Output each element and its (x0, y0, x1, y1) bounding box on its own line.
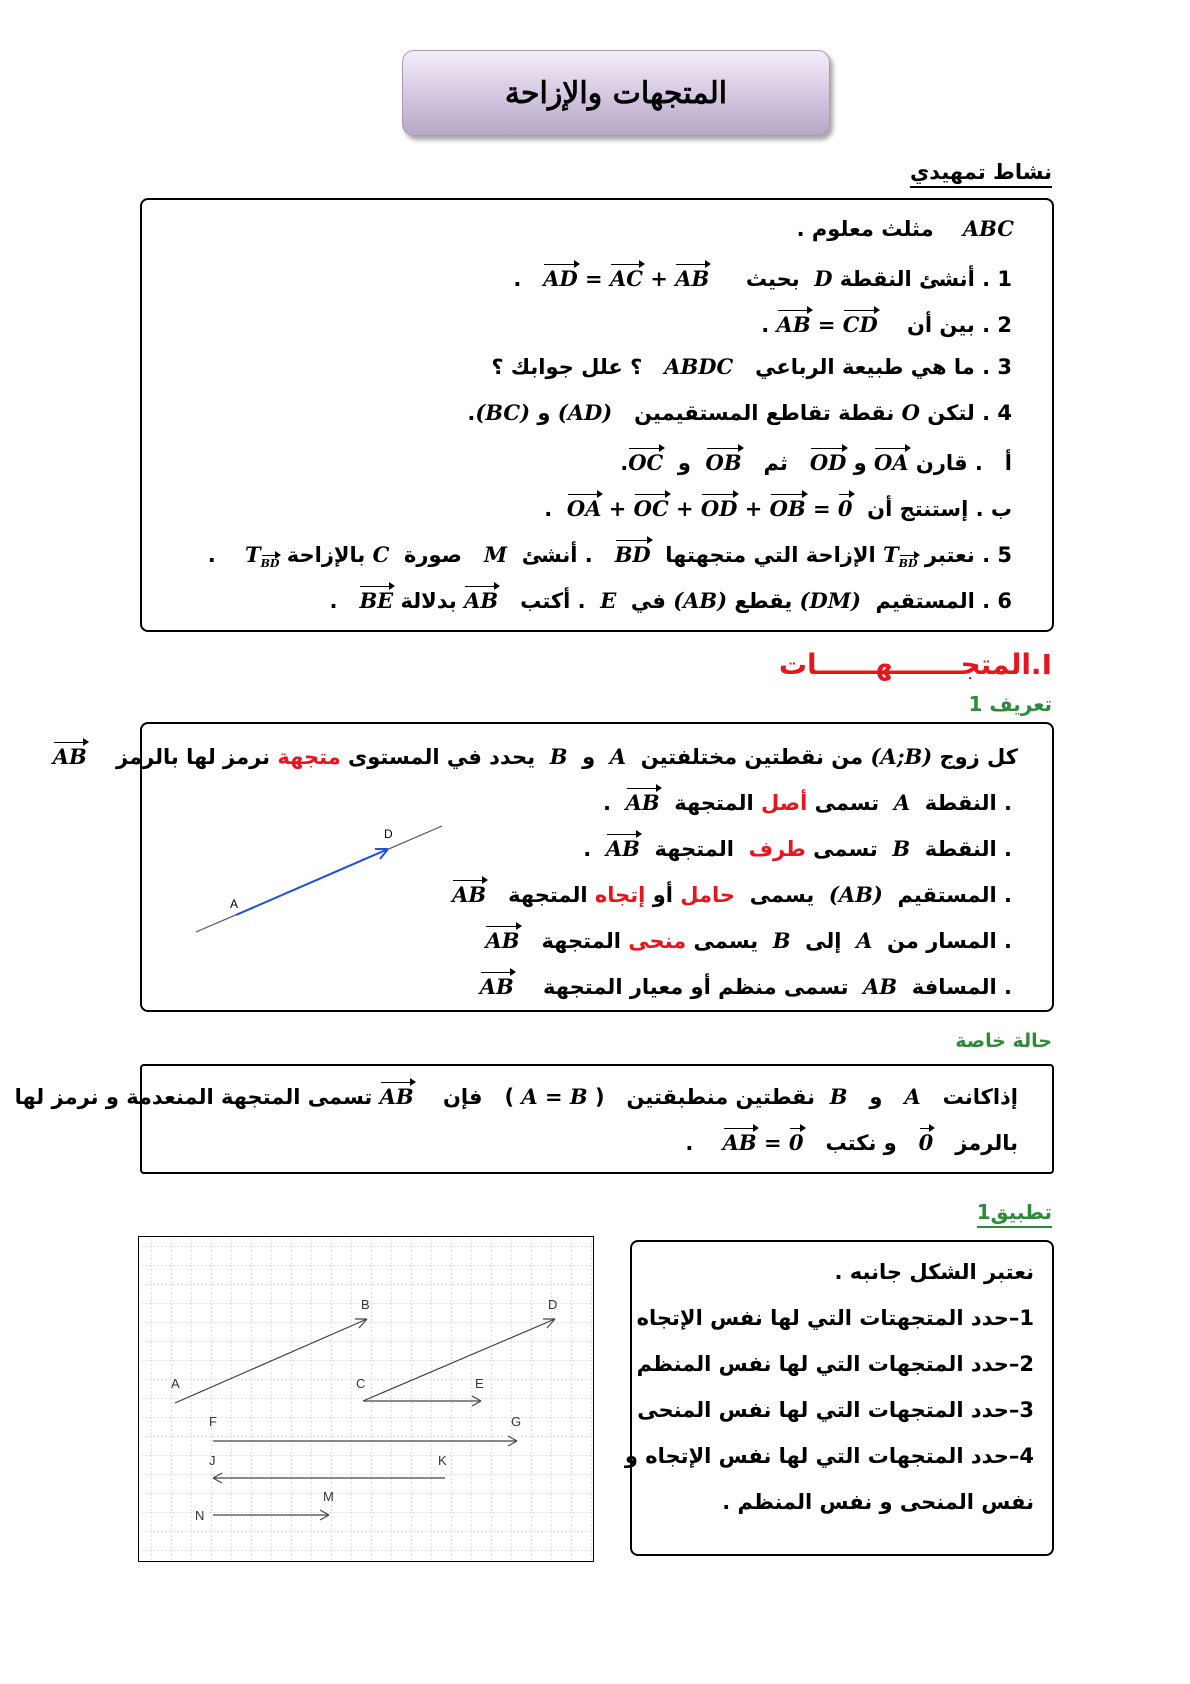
activity-line-6 (330, 584, 1012, 613)
text: و (582, 745, 596, 769)
activity-line-5 (208, 538, 1012, 570)
keyword: منحى (628, 929, 687, 953)
point: O (901, 400, 920, 425)
def-line-4 (452, 878, 1012, 907)
definition-box (52, 722, 1054, 1012)
def-line-3 (583, 832, 1012, 861)
punct: . (467, 401, 476, 425)
special-line-2 (685, 1126, 1018, 1155)
text: . المستقيم (897, 883, 1012, 907)
vector: AB (53, 740, 87, 769)
activity-line-4b (544, 492, 1012, 521)
text: . ما هي طبيعة الرباعي (755, 355, 991, 379)
def-line-2 (603, 786, 1012, 815)
point: A (893, 790, 911, 815)
app-line-5: نفس المنحى و نفس المنظم . (722, 1490, 1034, 1514)
point: A (904, 1084, 921, 1109)
text: . أنشئ (521, 543, 593, 567)
text: فإن (442, 1085, 483, 1109)
text: . المسافة (911, 975, 1012, 999)
text: في (630, 589, 666, 613)
grid-svg (139, 1237, 593, 1561)
translation-symbol (883, 542, 917, 570)
vector: OB (770, 492, 806, 521)
vector: BD (261, 553, 280, 570)
text: و (677, 451, 691, 475)
text: بالإزاحة (286, 543, 366, 567)
app-line-3: 3–حدد المتجهات التي لها نفس المنحى (637, 1398, 1034, 1422)
text: . بين أن (906, 313, 991, 337)
text: يسمى (693, 929, 759, 953)
punct: . (207, 543, 216, 567)
equation: OA + OC + OD + OB = 0 (567, 492, 853, 521)
page-title: المتجهات والإزاحة (504, 75, 728, 111)
app-line-0: نعتبر الشكل جانبه . (834, 1260, 1034, 1284)
def-line-5 (485, 924, 1012, 953)
vector: AB (626, 786, 660, 815)
zero-vector: 0 (838, 492, 853, 521)
activity-heading (910, 160, 1052, 184)
point: E (600, 588, 617, 613)
vector: AD (543, 262, 578, 291)
text: مثلث معلوم . (796, 217, 934, 241)
grid-label-c: C (356, 1376, 366, 1391)
activity-heading-text: نشاط تمهيدي (910, 160, 1052, 188)
keyword: أصل (761, 791, 808, 815)
punct: . (602, 791, 611, 815)
text: و (869, 1085, 883, 1109)
text: تسمى المتجهة المنعدمة و نرمز لها (14, 1085, 373, 1109)
grid-label-g: G (511, 1414, 522, 1429)
definition-heading: تعريف 1 (968, 692, 1052, 716)
line-name: (DM) (799, 588, 861, 613)
text: المتجهة (508, 883, 588, 907)
text: نرمز لها بالرمز (116, 745, 271, 769)
application-box (624, 1240, 1054, 1556)
text: و نكتب (825, 1131, 897, 1155)
vector: OD (810, 446, 847, 475)
text: يسمى (749, 883, 815, 907)
equation: AD = AC + AB (543, 262, 709, 291)
text: T (244, 542, 261, 567)
text: . نعتبر (924, 543, 991, 567)
line-name: (AB) (673, 588, 728, 613)
special-case-heading: حالة خاصة (955, 1030, 1052, 1052)
text: بدلالة (400, 589, 457, 613)
app-line-4: 4–حدد المتجهات التي لها نفس الإتجاه و (624, 1444, 1034, 1468)
item-number: 3 (997, 355, 1012, 379)
def-line-6 (480, 970, 1012, 999)
keyword: حامل (680, 883, 736, 907)
text: بحيث (745, 267, 800, 291)
grid-label-e: E (475, 1376, 484, 1391)
vector: AB (723, 1126, 757, 1155)
page-title-box (402, 50, 830, 136)
text: . المسار من (886, 929, 1012, 953)
zero-vector: 0 (789, 1126, 804, 1155)
distance: AB (863, 974, 898, 999)
item-letter: أ (1004, 451, 1012, 475)
text: تسمى منظم أو معيار المتجهة (543, 975, 849, 999)
point-label-a: A (230, 897, 239, 911)
vector: AC (610, 262, 643, 291)
text: . إستنتج أن (867, 497, 984, 521)
text: . المستقيم (875, 589, 991, 613)
vector: AB (675, 262, 709, 291)
grid-label-m: M (323, 1489, 334, 1504)
point: A (856, 928, 873, 953)
vector: OA (874, 446, 909, 475)
text: T (883, 542, 899, 567)
text: أو (652, 883, 673, 907)
vector: OD (701, 492, 738, 521)
grid-label-d: D (548, 1297, 558, 1312)
point-label-d: D (384, 827, 393, 841)
point: C (372, 542, 390, 567)
vector: BD (615, 538, 651, 567)
activity-box (140, 198, 1054, 632)
activity-line-3 (491, 354, 1012, 379)
activity-line-4 (467, 400, 1012, 425)
text: . أنشئ النقطة (839, 267, 991, 291)
text: ثم (763, 451, 788, 475)
grid-label-a: A (171, 1376, 180, 1391)
vector: OC (634, 492, 669, 521)
text: المتجهة (674, 791, 754, 815)
grid-label-b: B (361, 1297, 370, 1312)
item-number: 4 (997, 401, 1012, 425)
point: B (772, 928, 791, 953)
grid-pattern (139, 1237, 593, 1561)
special-case-box (14, 1064, 1054, 1174)
point: M (483, 542, 508, 567)
line-name: (BC) (475, 400, 531, 425)
keyword: طرف (748, 837, 806, 861)
vector-figure (192, 814, 452, 944)
vector: BE (359, 584, 393, 613)
item-number: 6 (997, 589, 1012, 613)
text: بالرمز (955, 1131, 1018, 1155)
app-line-1: 1–حدد المتجهتات التي لها نفس الإتجاه (636, 1306, 1034, 1330)
text: تسمى (813, 837, 878, 861)
line-name: (AB) (828, 882, 883, 907)
item-number: 5 (997, 543, 1012, 567)
vector: OC (628, 446, 663, 475)
punct: . (761, 313, 770, 337)
text: تسمى (814, 791, 880, 815)
item-number: 2 (997, 313, 1012, 337)
text: من نقطتين مختلفتين (640, 745, 864, 769)
grid-label-n: N (195, 1508, 205, 1523)
section-title: I.المتجـــــــهــــــات (778, 648, 1052, 681)
application-heading (977, 1200, 1052, 1224)
text: إذاكانت (942, 1085, 1018, 1109)
app-line-2: 2–حدد المتجهات التي لها نفس المنظم (636, 1352, 1034, 1376)
text: ؟ علل جوابك ؟ (491, 355, 643, 379)
grid-label-f: F (209, 1414, 217, 1429)
item-letter: ب (990, 497, 1012, 521)
text: كل زوج (939, 745, 1018, 769)
text: الإزاحة التي متجهتها (665, 543, 876, 567)
point: A (609, 744, 627, 769)
text: يقطع (734, 589, 793, 613)
punct: . (544, 497, 553, 521)
text: نقطتين منطبقتين (626, 1085, 816, 1109)
text: المتجهة (541, 929, 621, 953)
equation: AB = 0 (723, 1126, 804, 1155)
text: يحدد في المستوى (348, 745, 536, 769)
vector: AB (464, 584, 498, 613)
text: و (537, 401, 551, 425)
text: و (853, 451, 867, 475)
vector-ab (236, 849, 388, 915)
item-number: 1 (997, 267, 1012, 291)
vector: OA (567, 492, 602, 521)
punct: . (583, 837, 592, 861)
grid-label-k: K (438, 1453, 447, 1468)
punct: . (329, 589, 338, 613)
punct: . (685, 1131, 694, 1155)
vector: AB (485, 924, 519, 953)
vector: AB (777, 308, 811, 337)
point: B (892, 836, 911, 861)
point: D (814, 266, 833, 291)
def-line-1 (53, 740, 1018, 769)
text: إلى (805, 929, 842, 953)
activity-line-2 (761, 308, 1012, 337)
translation-symbol (245, 542, 279, 570)
vector: OB (706, 446, 742, 475)
triangle-name: ABC (962, 216, 1014, 241)
pair: (A;B) (870, 744, 933, 769)
text: . لتكن (927, 401, 991, 425)
quadrilateral: ABDC (664, 354, 734, 379)
text: . النقطة (924, 791, 1012, 815)
equation: A = B (521, 1084, 588, 1109)
vector: BD (899, 553, 918, 570)
text: المتجهة (654, 837, 734, 861)
punct: . (620, 451, 629, 475)
text: . أكتب (520, 589, 586, 613)
point: B (829, 1084, 848, 1109)
text: صورة (403, 543, 462, 567)
vector: CD (843, 308, 878, 337)
equation: AB = CD (777, 308, 878, 337)
keyword: إتجاه (594, 883, 646, 907)
zero-vector: 0 (919, 1126, 934, 1155)
keyword: متجهة (277, 745, 341, 769)
activity-line-4a (620, 446, 1012, 475)
special-line-1: إذاكانت A و B نقطتين منطبقتين ( A = B ) فإن AB تسمى المتجهة المنعدمة و نرمز لها (15, 1080, 1018, 1109)
text: نقطة تقاطع المستقيمين (634, 401, 895, 425)
vector: AB (606, 832, 640, 861)
text: . قارن (915, 451, 983, 475)
text: . النقطة (924, 837, 1012, 861)
vector: AB (452, 878, 486, 907)
activity-line-0 (797, 216, 1014, 241)
line-name: (AD) (557, 400, 613, 425)
punct: . (513, 267, 522, 291)
grid-figure (138, 1236, 594, 1562)
vector: AB (480, 970, 514, 999)
application-heading-text: تطبيق1 (977, 1200, 1052, 1228)
vector: AB (380, 1080, 414, 1109)
activity-line-1 (513, 262, 1012, 291)
grid-label-j: J (209, 1453, 216, 1468)
point: B (549, 744, 568, 769)
